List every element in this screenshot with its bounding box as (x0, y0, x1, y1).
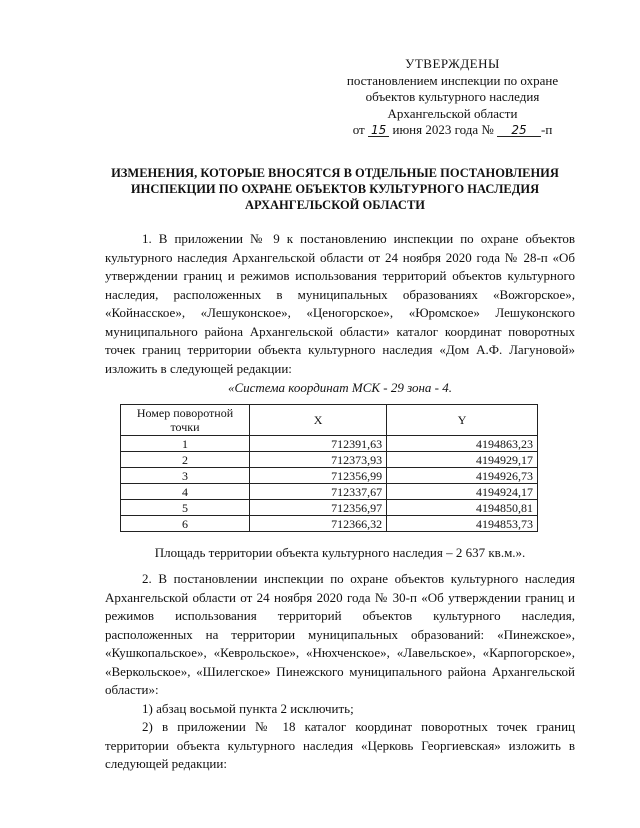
point-number: 5 (121, 500, 250, 516)
coordinates-table (120, 404, 538, 532)
section-2-item-2: 2) в приложении № 18 каталог координат поворотных точек границ территории объекта культурного наследия «Церковь Георгиевская» изложить в следующей редакции: (105, 719, 575, 771)
header-x: X (250, 405, 387, 436)
table-row (121, 500, 538, 516)
coord-y: 4194926,73 (387, 468, 538, 484)
table-row (121, 452, 538, 468)
coord-y: 4194853,73 (387, 516, 538, 532)
approval-date-line (330, 122, 575, 139)
title-line-1: ИЗМЕНЕНИЯ, КОТОРЫЕ ВНОСЯТСЯ В ОТДЕЛЬНЫЕ ПОСТАНОВЛЕНИЯ (111, 166, 559, 180)
table-row (121, 468, 538, 484)
coord-y: 4194929,17 (387, 452, 538, 468)
date-suffix: -п (541, 122, 553, 137)
approval-line-2: объектов культурного наследия (365, 89, 540, 104)
table-row (121, 484, 538, 500)
header-point-number: Номер поворотной точки (121, 405, 250, 436)
point-number: 1 (121, 436, 250, 452)
date-prefix: от (352, 122, 365, 137)
coord-x: 712337,67 (250, 484, 387, 500)
table-row (121, 436, 538, 452)
point-number: 2 (121, 452, 250, 468)
approval-block (330, 56, 575, 139)
section-1-paragraph (105, 230, 575, 378)
section-2-paragraph (105, 570, 575, 774)
decree-number: 25 (497, 124, 541, 137)
date-middle: июня 2023 года № (392, 122, 494, 137)
title-line-3: АРХАНГЕЛЬСКОЙ ОБЛАСТИ (245, 198, 425, 212)
point-number: 3 (121, 468, 250, 484)
coord-y: 4194863,23 (387, 436, 538, 452)
header-y: Y (387, 405, 538, 436)
table-header-row (121, 405, 538, 436)
approval-line-3: Архангельской области (387, 105, 518, 121)
section-1-text: 1. В приложении № 9 к постановлению инспекции по охране объектов культурного наследия Архангельской области от 24 ноября 2020 года № 28-п «Об утверждении границ и режимов использования территорий объектов культурного наследия, расположенных в муниципальных образованиях «Вожгорское», «Койнасское», «Лешуконское», «Ценогорское», «Юромское» Лешуконского муниципального района Архангельской области» каталог координат поворотных точек границ территории объекта культурного наследия «Дом А.Ф. Лагуновой» изложить в следующей редакции: (105, 231, 575, 376)
coord-x: 712366,32 (250, 516, 387, 532)
approval-heading: УТВЕРЖДЕНЫ (405, 56, 500, 71)
coord-system-line: «Система координат МСК - 29 зона - 4. (227, 380, 453, 395)
title-line-2: ИНСПЕКЦИИ ПО ОХРАНЕ ОБЪЕКТОВ КУЛЬТУРНОГО НАСЛЕДИЯ (130, 182, 540, 196)
section-2-item-1: 1) абзац восьмой пункта 2 исключить; (142, 700, 354, 716)
point-number: 6 (121, 516, 250, 532)
coord-x: 712356,97 (250, 500, 387, 516)
table-row (121, 516, 538, 532)
section-2-text: 2. В постановлении инспекции по охране объектов культурного наследия Архангельской области от 24 ноября 2020 года № 30-п «Об утверждении границ и режимов использования территорий объектов культурного наследия, расположенных на территории муниципальных образований: «Пинежское», «Кушкопальское», «Кеврольское», «Нюхченское», «Лавельское», «Карпогорское», «Веркольское», «Шилегское» Пинежского муниципального района Архангельской области»: (105, 571, 575, 697)
coord-x: 712391,63 (250, 436, 387, 452)
coord-x: 712356,99 (250, 468, 387, 484)
coord-x: 712373,93 (250, 452, 387, 468)
coord-y: 4194850,81 (387, 500, 538, 516)
approval-line-1: постановлением инспекции по охране (346, 72, 559, 88)
area-line: Площадь территории объекта культурного наследия – 2 637 кв.м.». (154, 545, 526, 560)
document-title (90, 165, 580, 213)
coord-y: 4194924,17 (387, 484, 538, 500)
date-day: 15 (368, 124, 389, 137)
point-number: 4 (121, 484, 250, 500)
